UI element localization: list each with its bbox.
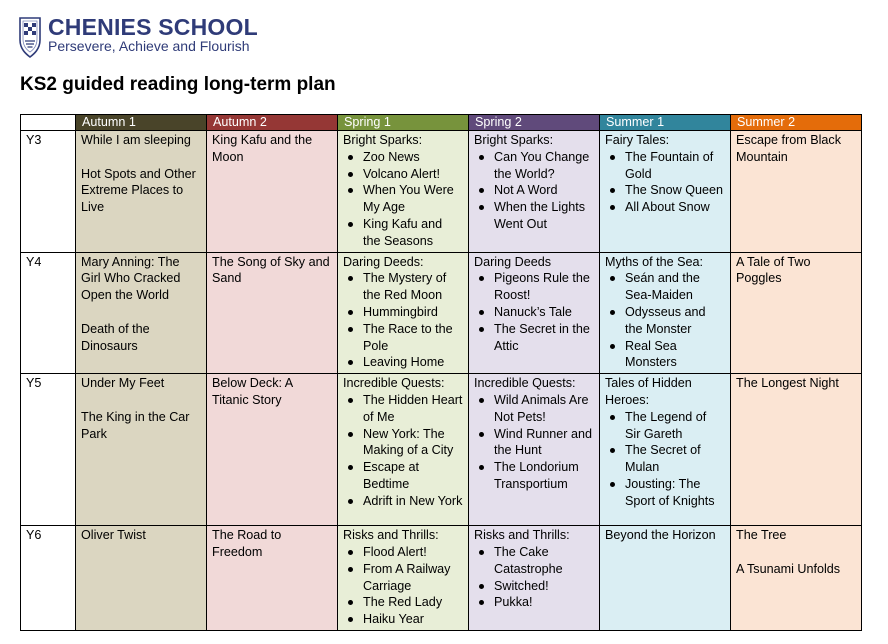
list-item: Pigeons Rule the Roost! (474, 270, 594, 304)
school-crest-icon (18, 14, 42, 58)
table-row (21, 252, 862, 374)
list-item: Wind Runner and the Hunt (474, 426, 594, 460)
book-title: Beyond the Horizon (605, 528, 716, 543)
list-item: Volcano Alert! (343, 166, 463, 183)
book-list (343, 544, 463, 628)
cell-summer-2 (731, 374, 862, 526)
list-item: From A Railway Carriage (343, 561, 463, 595)
cell-spring-2 (469, 374, 600, 526)
list-item: Hummingbird (343, 304, 463, 321)
book-list (474, 392, 594, 493)
list-item: New York: The Making of a City (343, 426, 463, 460)
list-item: The Secret in the Attic (474, 321, 594, 355)
corner-cell (21, 115, 76, 131)
list-item: The Fountain of Gold (605, 149, 725, 183)
theme-heading: Bright Sparks: (474, 133, 554, 147)
column-header-spring-2: Spring 2 (469, 115, 600, 131)
list-item: The Legend of Sir Gareth (605, 409, 725, 443)
list-item: The Red Lady (343, 594, 463, 611)
cell-spring-2 (469, 252, 600, 374)
cell-summer-2 (731, 526, 862, 631)
page-title: KS2 guided reading long-term plan (20, 74, 336, 95)
list-item: King Kafu and the Seasons (343, 216, 463, 250)
cell-spring-2 (469, 131, 600, 253)
list-item: Zoo News (343, 149, 463, 166)
cell-spring-1 (338, 252, 469, 374)
book-list (474, 270, 594, 354)
cell-summer-2 (731, 131, 862, 253)
book-list (474, 544, 594, 611)
list-item: Switched! (474, 578, 594, 595)
book-list (605, 270, 725, 371)
blank-line (736, 544, 856, 561)
theme-heading: Tales of Hidden Heroes: (605, 376, 692, 407)
book-title: The King in the Car Park (81, 409, 190, 441)
header-row (21, 115, 862, 131)
theme-heading: Myths of the Sea: (605, 254, 704, 269)
table-row (21, 131, 862, 253)
book-title: Escape from Black Mountain (736, 133, 841, 164)
list-item: The Londorium Transportium (474, 459, 594, 493)
book-title: Death of the Dinosaurs (81, 321, 150, 353)
list-item: All About Snow (605, 199, 725, 216)
book-list (605, 409, 725, 510)
cell-summer-2 (731, 252, 862, 374)
cell-autumn-2 (207, 131, 338, 253)
list-item: Jousting: The Sport of Knights (605, 476, 725, 510)
book-title: The Road to Freedom (212, 528, 282, 559)
list-item: Can You Change the World? (474, 149, 594, 183)
list-item: The Cake Catastrophe (474, 544, 594, 578)
book-title: Below Deck: A Titanic Story (212, 376, 293, 407)
cell-spring-2 (469, 526, 600, 631)
column-header-summer-2: Summer 2 (731, 115, 862, 131)
list-item: When You Were My Age (343, 182, 463, 216)
column-header-spring-1: Spring 1 (338, 115, 469, 131)
column-header-autumn-1: Autumn 1 (76, 115, 207, 131)
book-title: Hot Spots and Other Extreme Places to Live (81, 166, 196, 215)
theme-heading: Incredible Quests: (474, 376, 576, 391)
list-item: Pukka! (474, 594, 594, 611)
year-label: Y6 (21, 526, 76, 631)
theme-heading: Risks and Thrills: (474, 528, 570, 543)
cell-autumn-2 (207, 374, 338, 526)
list-item: The Race to the Pole (343, 321, 463, 355)
list-item: Haiku Year (343, 611, 463, 628)
cell-spring-1 (338, 131, 469, 253)
school-motto: Persevere, Achieve and Flourish (48, 38, 250, 54)
table-row (21, 526, 862, 631)
cell-autumn-1 (76, 252, 207, 374)
cell-spring-1 (338, 374, 469, 526)
theme-heading: Fairy Tales: (605, 133, 670, 147)
theme-heading: Bright Sparks: (343, 133, 423, 147)
cell-autumn-1 (76, 374, 207, 526)
theme-heading: Daring Deeds: (343, 254, 424, 269)
list-item: Odysseus and the Monster (605, 304, 725, 338)
list-item: Nanuck’s Tale (474, 304, 594, 321)
book-list (343, 392, 463, 510)
book-title: A Tale of Two Poggles (736, 254, 811, 286)
book-title: While I am sleeping (81, 133, 191, 147)
year-label: Y4 (21, 252, 76, 374)
reading-plan-table (20, 114, 862, 631)
list-item: When the Lights Went Out (474, 199, 594, 233)
book-title: The Song of Sky and Sand (212, 254, 330, 286)
list-item: Flood Alert! (343, 544, 463, 561)
book-title: The Tree (736, 528, 787, 543)
list-item: Leaving Home (343, 354, 463, 371)
table-row (21, 374, 862, 526)
school-name: CHENIES SCHOOL (48, 14, 258, 40)
cell-summer-1 (600, 131, 731, 253)
cell-autumn-2 (207, 526, 338, 631)
book-title: The Longest Night (736, 376, 839, 391)
year-label: Y5 (21, 374, 76, 526)
list-item: The Hidden Heart of Me (343, 392, 463, 426)
theme-heading: Risks and Thrills: (343, 528, 439, 543)
list-item: Adrift in New York (343, 493, 463, 510)
column-header-autumn-2: Autumn 2 (207, 115, 338, 131)
book-list (343, 149, 463, 250)
list-item: Not A Word (474, 182, 594, 199)
book-list (474, 149, 594, 233)
list-item: The Snow Queen (605, 182, 725, 199)
school-header (18, 14, 418, 60)
cell-autumn-1 (76, 526, 207, 631)
list-item: Seán and the Sea-Maiden (605, 270, 725, 304)
cell-autumn-1 (76, 131, 207, 253)
book-title: Under My Feet (81, 376, 165, 391)
book-title: Mary Anning: The Girl Who Cracked Open the World (81, 254, 181, 303)
column-header-summer-1: Summer 1 (600, 115, 731, 131)
list-item: The Secret of Mulan (605, 442, 725, 476)
cell-summer-1 (600, 526, 731, 631)
theme-heading: Incredible Quests: (343, 376, 445, 391)
blank-line (81, 149, 201, 166)
cell-summer-1 (600, 252, 731, 374)
year-label: Y3 (21, 131, 76, 253)
list-item: Wild Animals Are Not Pets! (474, 392, 594, 426)
book-title: A Tsunami Unfolds (736, 561, 841, 576)
blank-line (81, 304, 201, 321)
theme-heading: Daring Deeds (474, 254, 552, 269)
book-title: Oliver Twist (81, 528, 146, 543)
book-list (343, 270, 463, 371)
book-title: King Kafu and the Moon (212, 133, 313, 164)
list-item: The Mystery of the Red Moon (343, 270, 463, 304)
list-item: Escape at Bedtime (343, 459, 463, 493)
cell-autumn-2 (207, 252, 338, 374)
blank-line (81, 392, 201, 409)
cell-summer-1 (600, 374, 731, 526)
book-list (605, 149, 725, 216)
list-item: Real Sea Monsters (605, 338, 725, 372)
cell-spring-1 (338, 526, 469, 631)
